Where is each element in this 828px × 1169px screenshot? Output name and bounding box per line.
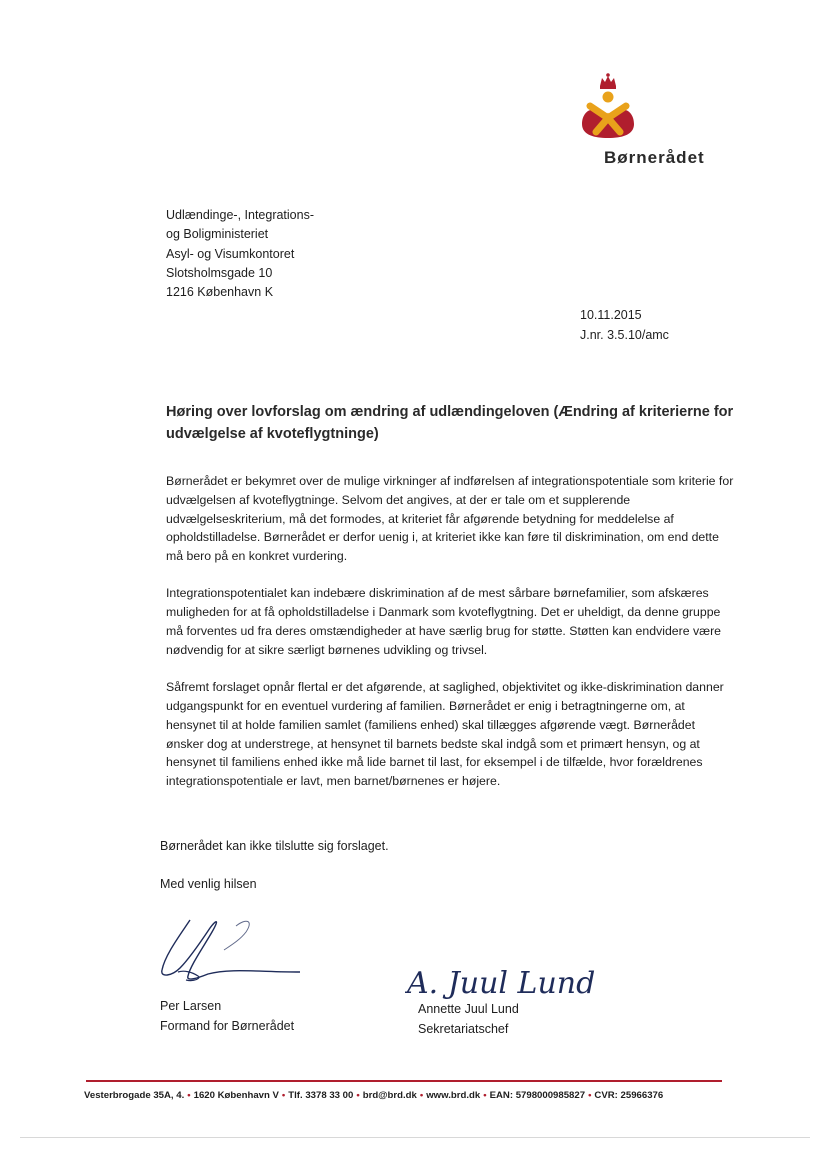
- body-paragraph: Børnerådet er bekymret over de mulige virkninger af indførelsen af integrationspotentiale som kriterie for udvælgelsen af kvoteflygtninge. Selvom det angives, at der er tale om et supplerende udvælgelseskriterium, må det formodes, at kriteriet får afgørende betydning for meddelelse af opholdstilladelse. Børnerådet er derfor uenig i, at kriteriet ikke kan føre til diskrimination, om end dette må bero på en konkret vurdering.: [166, 474, 734, 564]
- footer-email: brd@brd.dk: [362, 1090, 417, 1101]
- footer-divider: [86, 1080, 722, 1082]
- signer-title: Formand for Børnerådet: [160, 1019, 295, 1033]
- address-line: Asyl- og Visumkontoret: [166, 246, 295, 261]
- bullet-separator: •: [281, 1090, 286, 1101]
- signer-per-larsen: [160, 996, 294, 1036]
- signature-per-larsen: [150, 910, 310, 990]
- footer-phone: Tlf. 3378 33 00: [288, 1090, 354, 1101]
- signature-text: A. Juul Lund: [407, 966, 596, 1001]
- address-line: Udlændinge-, Integrations-: [166, 208, 314, 222]
- signature-annette-juul-lund: [405, 955, 605, 1005]
- footer-website: www.brd.dk: [426, 1090, 481, 1101]
- address-line: og Boligministeriet: [166, 227, 269, 242]
- signer-name: Per Larsen: [160, 999, 222, 1013]
- body-paragraph: Integrationspotentialet kan indebære diskrimination af de mest sårbare børnefamilier, som afskæres muligheden for at få opholdstilladelse i Danmark som kvoteflygtning. Det er uheldigt, da denne gruppe må forventes ud fra deres omstændigheder at have særlig brug for støtte. Støtten kan endvidere være nødvendig for at sikre særligt børnenes udvikling og trivsel.: [166, 586, 721, 657]
- letter-meta: [580, 305, 669, 345]
- greeting: Med venlig hilsen: [160, 877, 257, 891]
- scan-edge-line: [20, 1137, 810, 1138]
- bullet-separator: •: [483, 1090, 487, 1101]
- letter-body: [166, 472, 736, 809]
- bullet-separator: •: [419, 1090, 424, 1101]
- borneraadet-crown-logo-icon: [578, 72, 638, 140]
- signer-title: Sekretariatschef: [418, 1022, 509, 1036]
- letter-closing: [160, 837, 389, 913]
- footer-city: 1620 København V: [193, 1090, 279, 1101]
- bullet-separator: •: [356, 1090, 360, 1101]
- address-line: Slotsholmsgade 10: [166, 265, 273, 280]
- footer-cvr: CVR: 25966376: [594, 1090, 664, 1101]
- letter-subject: Høring over lovforslag om ændring af udlændingeloven (Ændring af kriterierne for udvælgelse af kvoteflygtninge): [166, 404, 734, 442]
- signer-annette-juul-lund: [418, 999, 519, 1039]
- letter-date: 10.11.2015: [580, 308, 642, 322]
- footer-contact: [84, 1090, 734, 1101]
- recipient-address: [166, 206, 314, 302]
- signer-name: Annette Juul Lund: [418, 1002, 519, 1016]
- footer-address: Vesterbrogade 35A, 4.: [84, 1090, 185, 1101]
- journal-number: J.nr. 3.5.10/amc: [580, 328, 669, 342]
- conclusion: Børnerådet kan ikke tilslutte sig forslaget.: [160, 839, 389, 853]
- address-line: 1216 København K: [166, 285, 274, 300]
- footer-ean: EAN: 5798000985827: [489, 1090, 586, 1101]
- bullet-separator: •: [588, 1090, 592, 1101]
- bullet-separator: •: [187, 1090, 191, 1101]
- body-paragraph: Såfremt forslaget opnår flertal er det afgørende, at saglighed, objektivitet og ikke-diskrimination danner udgangspunkt for en eventuel vurdering af familien. Børnerådet er enig i betragtningerne om, at hensynet til at holde familien samlet (familiens enhed) skal tillægges afgørende vægt. Børnerådet ønsker dog at understrege, at hensynet til barnets bedste skal indgå som et primært hensyn, og at hensynet til familiens enhed ikke må lide barnet til last, for eksempel i de tilfælde, hvor forældrenes integrationspotentiale er lavt, men barnet/børnenes er højere.: [166, 680, 724, 789]
- brand-name: Børnerådet: [604, 148, 705, 167]
